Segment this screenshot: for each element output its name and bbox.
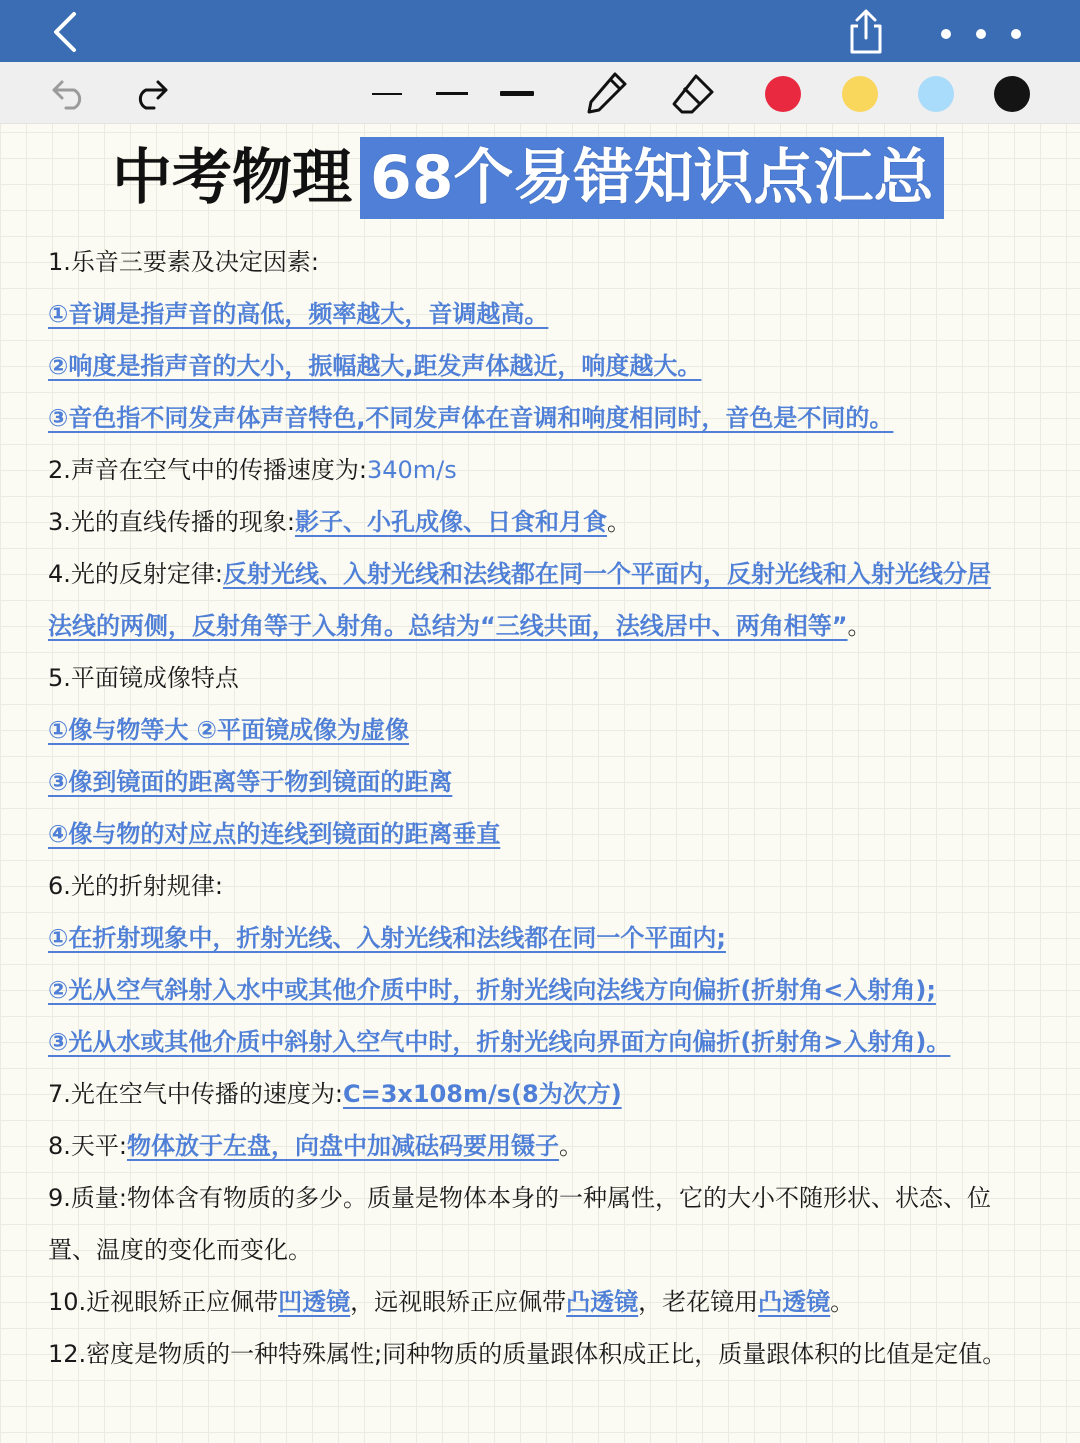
color-light-blue-swatch[interactable]: [918, 76, 954, 112]
note-line: [48, 1224, 1058, 1276]
note-text: 1.乐音三要素及决定因素:: [48, 248, 319, 276]
note-text: ，老花镜用: [638, 1288, 759, 1316]
medium-stroke-icon[interactable]: [436, 91, 468, 97]
note-text: 12.密度是物质的一种特殊属性;同种物质的质量跟体积成正比，质量跟体积的比值是定值。: [48, 1340, 1007, 1368]
note-text: 5.平面镜成像特点: [48, 664, 239, 692]
color-red-swatch[interactable]: [765, 76, 801, 112]
share-icon[interactable]: [842, 8, 890, 56]
note-text: 2.声音在空气中的传播速度为:: [48, 456, 367, 484]
note-text: 8.天平:: [48, 1132, 127, 1160]
note-line: [48, 1328, 1058, 1380]
note-line: [48, 652, 1058, 704]
thick-stroke-icon[interactable]: [500, 90, 534, 98]
highlighted-text: ③像到镜面的距离等于物到镜面的距离: [48, 768, 453, 796]
color-black-swatch[interactable]: [994, 76, 1030, 112]
title-highlight: 68个易错知识点汇总: [360, 137, 944, 219]
drawing-toolbar: [0, 62, 1080, 124]
highlighted-text: ①像与物等大 ②平面镜成像为虚像: [48, 716, 409, 744]
note-line: [48, 340, 1058, 392]
pencil-icon[interactable]: [585, 70, 629, 116]
note-line: [48, 236, 1058, 288]
note-text: 。: [830, 1288, 855, 1316]
note-line: [48, 1016, 1058, 1068]
note-line: [48, 496, 1058, 548]
blue-text: 340m/s: [366, 456, 457, 484]
note-line: [48, 756, 1058, 808]
back-chevron-icon[interactable]: [44, 10, 88, 54]
note-text: 4.光的反射定律:: [48, 560, 223, 588]
highlighted-text: 凸透镜: [758, 1288, 831, 1316]
note-line: [48, 392, 1058, 444]
note-line: [48, 1120, 1058, 1172]
note-line: [48, 860, 1058, 912]
note-lines: [48, 236, 1058, 1380]
note-line: [48, 444, 1058, 496]
highlighted-text: 凹透镜: [278, 1288, 351, 1316]
highlighted-text: ④像与物的对应点的连线到镜面的距离垂直: [48, 820, 501, 848]
redo-icon[interactable]: [130, 76, 170, 110]
highlighted-text: ②光从空气斜射入水中或其他介质中时，折射光线向法线方向偏折(折射角<入射角);: [48, 976, 936, 1004]
page-title: [112, 137, 944, 219]
highlighted-text: 物体放于左盘，向盘中加减砝码要用镊子: [126, 1132, 559, 1160]
note-text: 。: [847, 612, 872, 640]
thin-stroke-icon[interactable]: [372, 92, 402, 96]
highlighted-text: 法线的两侧，反射角等于入射角。总结为“三线共面，法线居中、两角相等”: [48, 612, 848, 640]
note-text: 3.光的直线传播的现象:: [48, 508, 295, 536]
title-plain: 中考物理: [112, 143, 352, 213]
note-text: 。: [606, 508, 631, 536]
note-text: 10.近视眼矫正应佩带: [48, 1288, 279, 1316]
note-line: [48, 1172, 1058, 1224]
more-dots-icon[interactable]: [934, 22, 1030, 46]
note-line: [48, 1276, 1058, 1328]
note-line: [48, 288, 1058, 340]
note-line: [48, 704, 1058, 756]
highlighted-text: C=3x108m/s(8为次方): [342, 1080, 622, 1108]
undo-icon[interactable]: [50, 76, 90, 110]
note-text: 。: [558, 1132, 583, 1160]
highlighted-text: 影子、小孔成像、日食和月食: [294, 508, 607, 536]
color-yellow-swatch[interactable]: [842, 76, 878, 112]
highlighted-text: 凸透镜: [566, 1288, 639, 1316]
highlighted-text: 反射光线、入射光线和法线都在同一个平面内，反射光线和入射光线分居: [222, 560, 991, 588]
note-line: [48, 1068, 1058, 1120]
note-text: 9.质量:物体含有物质的多少。质量是物体本身的一种属性，它的大小不随形状、状态、位: [48, 1184, 991, 1212]
top-app-bar: [0, 0, 1080, 62]
highlighted-text: ①在折射现象中，折射光线、入射光线和法线都在同一个平面内;: [48, 924, 726, 952]
note-text: ，远视眼矫正应佩带: [350, 1288, 567, 1316]
note-text: 置、温度的变化而变化。: [48, 1236, 312, 1264]
highlighted-text: ②响度是指声音的大小，振幅越大,距发声体越近，响度越大。: [48, 352, 702, 380]
highlighted-text: ①音调是指声音的高低，频率越大，音调越高。: [48, 300, 549, 328]
highlighted-text: ③音色指不同发声体声音特色,不同发声体在音调和响度相同时，音色是不同的。: [48, 404, 894, 432]
note-line: [48, 548, 1058, 600]
highlighted-text: ③光从水或其他介质中斜射入空气中时，折射光线向界面方向偏折(折射角>入射角)。: [48, 1028, 951, 1056]
note-line: [48, 912, 1058, 964]
eraser-icon[interactable]: [670, 72, 716, 114]
note-text: 6.光的折射规律:: [48, 872, 223, 900]
note-line: [48, 808, 1058, 860]
note-line: [48, 964, 1058, 1016]
note-line: [48, 600, 1058, 652]
note-text: 7.光在空气中传播的速度为:: [48, 1080, 343, 1108]
